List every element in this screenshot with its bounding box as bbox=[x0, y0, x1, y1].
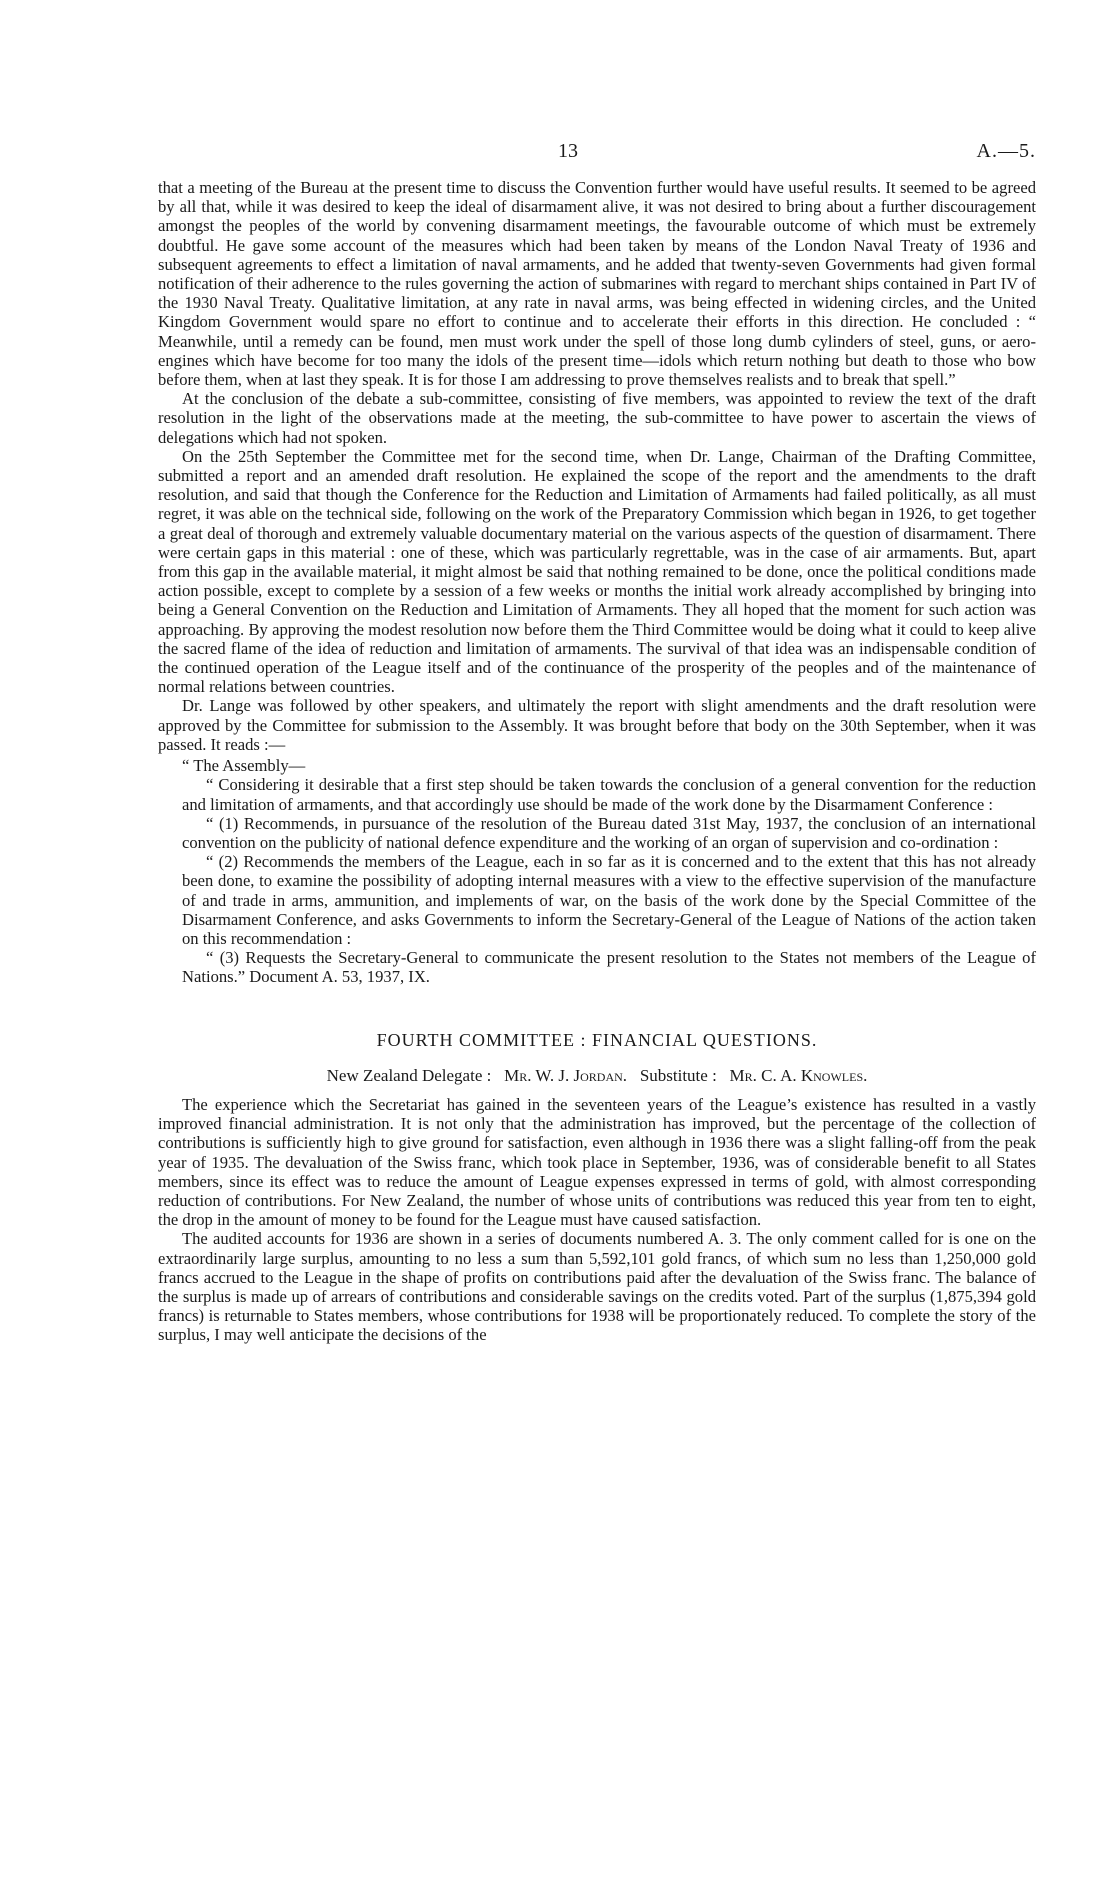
page-number: 13 bbox=[558, 140, 578, 162]
resolution-text bbox=[158, 775, 1036, 986]
paragraph: that a meeting of the Bureau at the present time to discuss the Convention further would have useful results. It seemed to be agreed by all that, while it was desired to keep the ideal of disarmament alive, it was not desired to bring about a further discouragement amongst the peoples of the world by convening disarmament meetings, the favourable outcome of which must be extremely doubtful. He gave some account of the measures which had been taken by means of the London Naval Treaty of 1936 and subsequent agreements to effect a limitation of naval armaments, and he added that twenty-seven Governments had given formal notification of their adherence to the rules governing the action of submarines with regard to merchant ships contained in Part IV of the 1930 Naval Treaty. Qualitative limitation, at any rate in naval arms, was being effected in widening circles, and the United Kingdom Government would spare no effort to continue and to accelerate their efforts in this direction. He concluded : “ Meanwhile, until a remedy can be found, men must work under the spell of those long dumb cylinders of steel, guns, or aero-engines which have become for too many the idols of the present time—idols which return nothing but death to those who bow before them, when at last they speak. It is for those I am addressing to prove themselves realists and to break that spell.” bbox=[158, 178, 1036, 390]
section-title: FOURTH COMMITTEE : FINANCIAL QUESTIONS. bbox=[376, 1029, 818, 1050]
paragraph: The experience which the Secretariat has gained in the seventeen years of the League’s existence has resulted in a vastly improved financial administration. It is not only that the administration has improved, but the percentage of the collection of contributions is sufficiently high to give ground for satisfaction, even although in 1936 there was a slight falling-off from the peak year of 1935. The devaluation of the Swiss franc, which took place in September, 1936, was of considerable benefit to all States members, since its effect was to reduce the amount of League expenses expressed in terms of gold, with almost corresponding reduction of contributions. For New Zealand, the number of whose units of contributions was reduced this year from ten to eight, the drop in the amount of money to be found for the League must have caused satisfaction. bbox=[158, 1094, 1036, 1230]
delegate-label: New Zealand Delegate : bbox=[326, 1065, 492, 1085]
paragraph: On the 25th September the Committee met for the second time, when Dr. Lange, Chairman of the Drafting Committee, submitted a report and an amended draft resolution. He explained the scope of the report and the amendments to the draft resolution, and said that though the Conference for the Reduction and Limitation of Armaments had failed politically, as all must regret, it was able on the technical side, following on the work of the Preparatory Commission which began in 1926, to get together a great deal of thorough and extremely valuable documentary material on the various aspects of the question of disarmament. There were certain gaps in this material : one of these, which was particularly regrettable, was in the case of air armaments. But, apart from this gap in the available material, it might almost be said that nothing remained to be done, once the political conditions made action possible, except to complete by a session of a few weeks or months the initial work already accomplished by bringing into being a General Convention on the Reduction and Limitation of Armaments. They all hoped that the moment for such action was approaching. By approving the modest resolution now before them the Third Committee would be doing what it could to keep alive the sacred flame of the idea of reduction and limitation of armaments. The survival of that idea was an indispensable condition of the continued operation of the League itself and of the continuance of the prosperity of the peoples and of the maintenance of normal relations between countries. bbox=[158, 446, 1036, 697]
delegates-line bbox=[158, 1066, 1036, 1085]
substitute-name: Mr. C. A. Knowles. bbox=[729, 1065, 868, 1085]
substitute-label: Substitute : bbox=[639, 1065, 717, 1085]
resolution-paragraph: “ (1) Recommends, in pursuance of the resolution of the Bureau dated 31st May, 1937, the conclusion of an international convention on the publicity of national defence expenditure and the working of an organ of supervision and co-ordination : bbox=[182, 813, 1036, 852]
paragraph: The audited accounts for 1936 are shown in a series of documents numbered A. 3. The only comment called for is one on the extraordinarily large surplus, amounting to no less a sum than 5,592,101 gold francs, of which sum no less than 1,250,000 gold francs accrued to the League in the shape of profits on contributions paid after the devaluation of the Swiss franc. The balance of the surplus is made up of arrears of contributions and considerable savings on the credits voted. Part of the surplus (1,875,394 gold francs) is returnable to States members, whose contributions for 1938 will be proportionately reduced. To complete the story of the surplus, I may well anticipate the decisions of the bbox=[158, 1229, 1036, 1345]
paragraph: Dr. Lange was followed by other speakers, and ultimately the report with slight amendments and the draft resolution were approved by the Committee for submission to the Assembly. It was brought before that body on the 30th September, when it was passed. It reads :— bbox=[158, 696, 1036, 754]
paragraph: At the conclusion of the debate a sub-committee, consisting of five members, was appointed to review the text of the draft resolution in the light of the observations made at the meeting, the sub-committee to have power to ascertain the views of delegations which had not spoken. bbox=[158, 389, 1036, 447]
resolution-paragraph: “ Considering it desirable that a first step should be taken towards the conclusion of a general convention for the reduction and limitation of armaments, and that accordingly use should be made of the work done by the Disarmament Conference : bbox=[182, 775, 1036, 814]
resolution-opening: “ The Assembly— bbox=[182, 756, 306, 776]
resolution-paragraph: “ (2) Recommends the members of the League, each in so far as it is concerned and to the extent that this has not already been done, to examine the possibility of adopting internal measures with a view to the effective supervision of the manufacture of and trade in arms, ammunition, and implements of war, on the basis of the work done by the Special Committee of the Disarmament Conference, and asks Governments to inform the Secretary-General of the League of Nations of the action taken on this recommendation : bbox=[182, 852, 1036, 948]
document-page bbox=[158, 140, 1036, 1345]
document-reference: A.—5. bbox=[976, 140, 1036, 162]
body-text bbox=[158, 178, 1036, 1345]
delegate-name: Mr. W. J. Jordan. bbox=[504, 1065, 628, 1085]
page-header bbox=[158, 140, 1036, 170]
resolution-paragraph: “ (3) Requests the Secretary-General to communicate the present resolution to the States not members of the League of Nations.” Document A. 53, 1937, IX. bbox=[182, 948, 1036, 987]
